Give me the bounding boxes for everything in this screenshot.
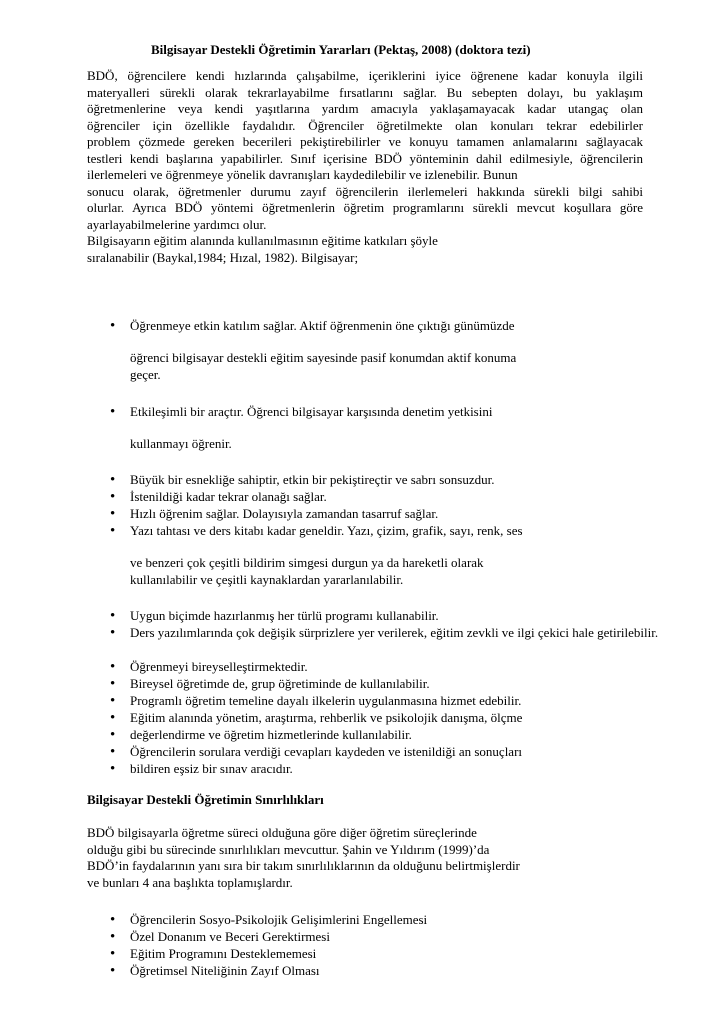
text-line: öğretmenlerine veya kendi yaşıtlarına yardım amacıyla yaklaşamayacak kadar utangaç olan bbox=[87, 101, 643, 116]
section-heading: Bilgisayar Destekli Öğretimin Sınırlılıkları bbox=[87, 792, 324, 807]
list-item: • Eğitim Programını Desteklememesi bbox=[110, 946, 664, 963]
list-item: • Ders yazılımlarında çok değişik sürprizlere yer verilerek, eğitim zevkli ve ilgi çekici hale getirilebilir. bbox=[110, 625, 664, 642]
list-item: • İstenildiği kadar tekrar olanağı sağlar. bbox=[110, 489, 664, 506]
text-line: BDÖ, öğrencilere kendi hızlarında çalışabilme, içeriklerini iyice öğrenene kadar konuyla ilgili bbox=[87, 68, 643, 83]
list-item: • Etkileşimli bir araçtır. Öğrenci bilgisayar karşısında denetim yetkisini bbox=[110, 404, 664, 421]
list-item-continuation: öğrenci bilgisayar destekli eğitim sayesinde pasif konumdan aktif konuma bbox=[130, 350, 517, 365]
text-line: sıralanabilir (Baykal,1984; Hızal, 1982). Bilgisayar; bbox=[87, 249, 359, 265]
text-line: ilerlemeleri ve öğrenmeye yönelik davranışları kaydedilebilir ve izlenebilir. Bunun bbox=[87, 167, 518, 182]
limitations-paragraph bbox=[87, 825, 643, 891]
text-line: olduğu gibi bu sürecinde sınırlılıkları mevcuttur. Şahin ve Yıldırım (1999)’da bbox=[87, 841, 490, 857]
list-item: • Büyük bir esnekliğe sahiptir, etkin bir pekiştireçtir ve sabrı sonsuzdur. bbox=[110, 472, 664, 489]
list-item-continuation: ve benzeri çok çeşitli bildirim simgesi durgun ya da hareketli olarak bbox=[130, 555, 484, 570]
text-line: materyalleri sürekli olarak tekrarlayabilme fırsatlarını sağlar. Bu sebepten dolayı, bu yaklaşım bbox=[87, 84, 643, 100]
list-item: • bildiren eşsiz bir sınav aracıdır. bbox=[110, 761, 664, 778]
list-item: • Öğrencilerin Sosyo-Psikolojik Gelişimlerini Engellemesi bbox=[110, 912, 664, 929]
text-line: BDÖ bilgisayarla öğretme süreci olduğuna göre diğer öğretim süreçlerinde bbox=[87, 825, 477, 840]
list-item: • Hızlı öğrenim sağlar. Dolayısıyla zamandan tasarruf sağlar. bbox=[110, 506, 664, 523]
list-item: • Öğrencilerin sorulara verdiği cevapları kaydeden ve istenildiği an sonuçları bbox=[110, 744, 664, 761]
text-line: Bilgisayarın eğitim alanında kullanılmasının eğitime katkıları şöyle bbox=[87, 233, 438, 248]
list-item: • Bireysel öğretimde de, grup öğretiminde de kullanılabilir. bbox=[110, 676, 664, 693]
list-item-continuation: kullanmayı öğrenir. bbox=[130, 436, 232, 451]
page-title: Bilgisayar Destekli Öğretimin Yararları (Pektaş, 2008) (doktora tezi) bbox=[151, 42, 531, 57]
list-item: • Özel Donanım ve Beceri Gerektirmesi bbox=[110, 929, 664, 946]
list-item: • Öğrenmeye etkin katılım sağlar. Aktif öğrenmenin öne çıktığı günümüzde bbox=[110, 318, 664, 335]
text-line: BDÖ’in faydalarının yanı sıra bir takım sınırlılıklarının da olduğunu belirtmişlerdir bbox=[87, 858, 520, 873]
list-item-continuation: geçer. bbox=[130, 367, 161, 382]
text-line: testleri kendi başlarına yapabilirler. Sınıf içerisine BDÖ yönteminin dahil edilmesiyle, öğrencilerin bbox=[87, 150, 643, 166]
text-line: ayarlayabilmelerine yardımcı olur. bbox=[87, 216, 267, 232]
list-item: • Öğrenmeyi bireyselleştirmektedir. bbox=[110, 659, 664, 676]
intro-paragraph bbox=[87, 68, 643, 266]
list-item: • Öğretimsel Niteliğinin Zayıf Olması bbox=[110, 963, 664, 980]
list-item: • Programlı öğretim temeline dayalı ilkelerin uygulanmasına hizmet edebilir. bbox=[110, 693, 664, 710]
list-item: • Eğitim alanında yönetim, araştırma, rehberlik ve psikolojik danışma, ölçme bbox=[110, 710, 664, 727]
text-line: sonucu olarak, öğretmenler durumu zayıf öğrencilerin ilerlemeleri hakkında sürekli bilgi sahibi bbox=[87, 183, 643, 199]
list-item: • Uygun biçimde hazırlanmış her türlü programı kullanabilir. bbox=[110, 608, 664, 625]
list-item-continuation: kullanılabilir ve çeşitli kaynaklardan yararlanılabilir. bbox=[130, 572, 404, 587]
text-line: ve bunları 4 ana başlıkta toplamışlardır. bbox=[87, 874, 293, 890]
text-line: olurlar. Ayrıca BDÖ yöntemi öğretmenlerin öğretim programlarını sürekli mevcut koşullara göre bbox=[87, 200, 643, 215]
list-item: • Yazı tahtası ve ders kitabı kadar geneldir. Yazı, çizim, grafik, sayı, renk, ses bbox=[110, 523, 664, 540]
text-line: problem çözmede gereken becerileri pekiştirebilirler ve konuyu tamamen anlamalarını sağlayacak bbox=[87, 134, 643, 149]
list-item: • değerlendirme ve öğretim hizmetlerinde kullanılabilir. bbox=[110, 727, 664, 744]
text-line: öğrenciler için özellikle faydalıdır. Öğrenciler öğretilmekte olan konuları tekrar edebilirler bbox=[87, 117, 643, 133]
